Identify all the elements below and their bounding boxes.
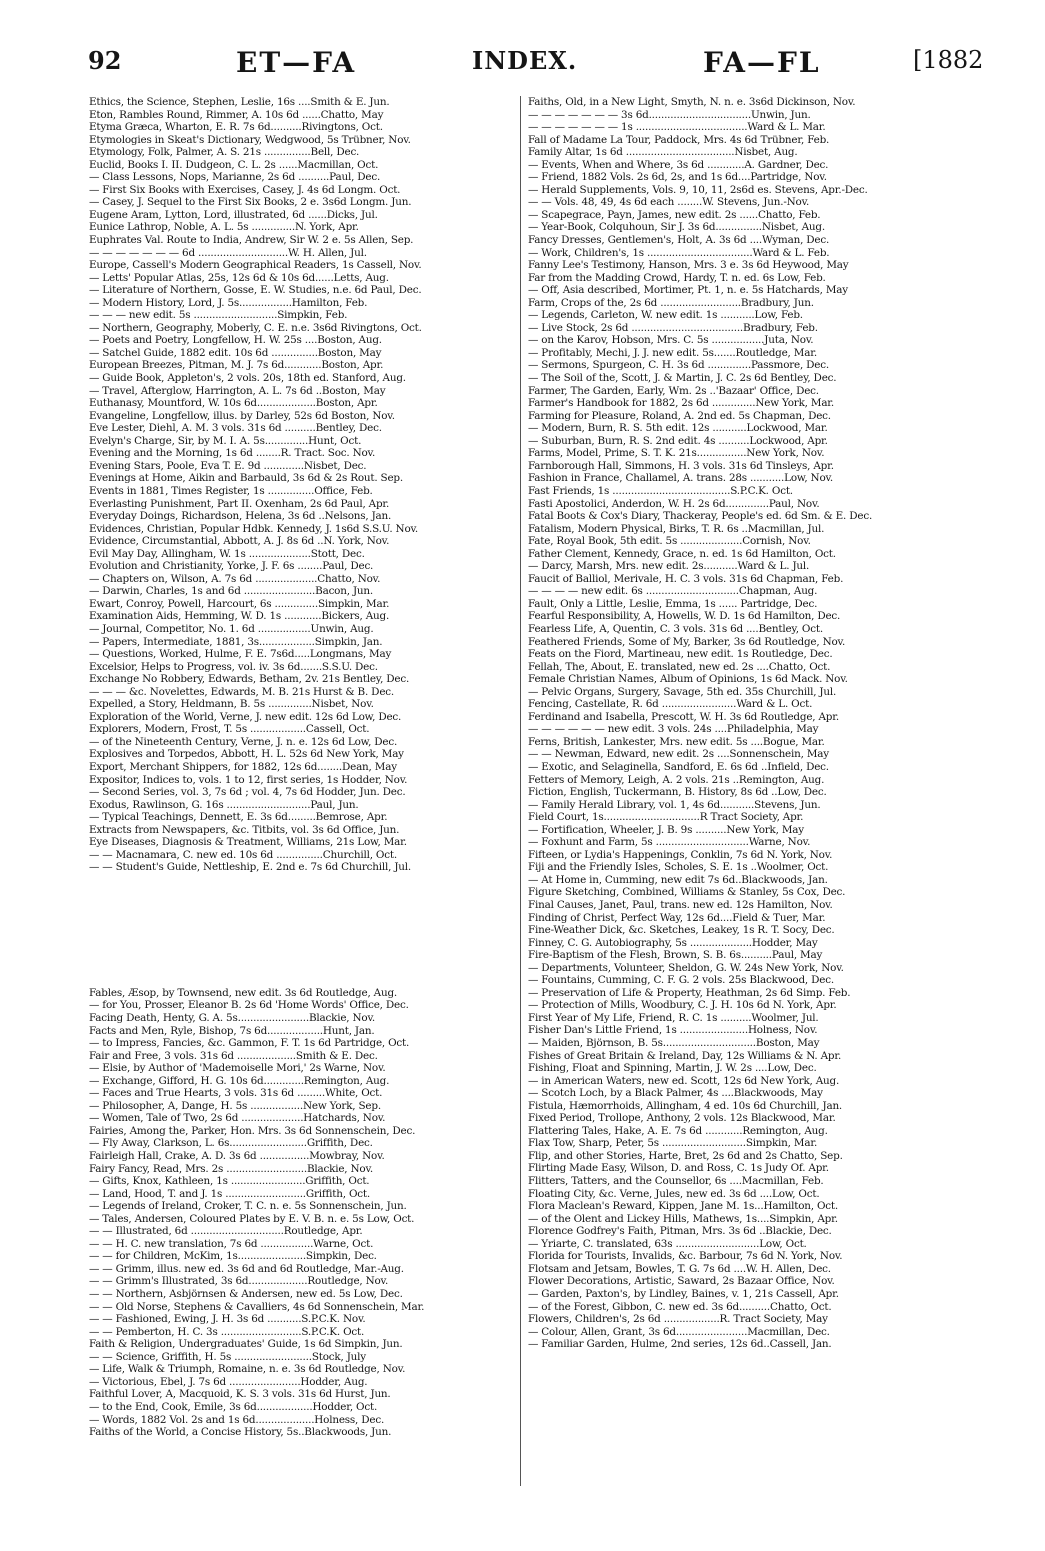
page-title: INDEX. <box>472 46 578 75</box>
index-entry: — Exchange, Gifford, H. G. 10s 6d.............Remington, Aug. <box>89 1074 390 1087</box>
index-entry: — — Northern, Asbjörnsen & Andersen, new ed. 5s Low, Dec. <box>89 1288 403 1301</box>
year-mark: [1882 <box>913 46 984 74</box>
index-entry: — Victorious, Ebel, J. 7s 6d .......................Hodder, Aug. <box>89 1375 368 1388</box>
index-section-f <box>89 987 519 1439</box>
index-entry: — Pelvic Organs, Surgery, Savage, 5th ed. 35s Churchill, Jul. <box>528 685 837 698</box>
index-entry: Eunice Lathrop, Noble, A. L. 5s ..............N. York, Apr. <box>89 221 359 234</box>
index-entry: Fixed Period, Trollope, Anthony, 2 vols. 12s Blackwood, Mar. <box>528 1112 836 1125</box>
index-entry: Fables, Æsop, by Townsend, new edit. 3s 6d Routledge, Aug. <box>89 986 398 999</box>
index-entry: Examination Aids, Hemming, W. D. 1s ............Bickers, Aug. <box>89 610 390 623</box>
right-range-head: FA—FL <box>703 46 821 79</box>
index-entry: Everlasting Punishment, Part II. Oxenham, 2s 6d Paul, Apr. <box>89 497 390 510</box>
index-entry: — on the Karov, Hobson, Mrs. C. 5s .................Juta, Nov. <box>528 334 814 347</box>
index-entry: Ferdinand and Isabella, Prescott, W. H. 3s 6d Routledge, Apr. <box>528 710 839 723</box>
index-entry: — Darwin, Charles, 1s and 6d .......................Bacon, Jun. <box>89 585 373 598</box>
index-entry: Evening and the Morning, 1s 6d ........R. Tract. Soc. Nov. <box>89 447 376 460</box>
index-entry: Female Christian Names, Album of Opinions, 1s 6d Mack. Nov. <box>528 673 848 686</box>
index-entry: — Words, 1882 Vol. 2s and 1s 6d...................Holness, Dec. <box>89 1413 385 1426</box>
index-entry: Father Clement, Kennedy, Grace, n. ed. 1s 6d Hamilton, Oct. <box>528 547 836 560</box>
index-entry: — — Old Norse, Stephens & Cavalliers, 4s 6d Sonnenschein, Mar. <box>89 1300 425 1313</box>
index-entry: — Elsie, by Author of 'Mademoiselle Mori,' 2s Warne, Nov. <box>89 1062 386 1075</box>
index-entry: Finding of Christ, Perfect Way, 12s 6d....Field & Tuer, Mar. <box>528 911 826 924</box>
index-entry: — to Impress, Fancies, &c. Gammon, F. T. 1s 6d Partridge, Oct. <box>89 1037 410 1050</box>
index-entry: European Breezes, Pitman, M. J. 7s 6d............Boston, Apr. <box>89 359 384 372</box>
index-entry: — At Home in, Cumming, new edit 7s 6d..Blackwoods, Jan. <box>528 873 828 886</box>
index-entry: Evil May Day, Allingham, W. 1s ....................Stott, Dec. <box>89 547 365 560</box>
index-entry: — Suburban, Burn, R. S. 2nd edit. 4s ..........Lockwood, Apr. <box>528 434 828 447</box>
index-entry: — — Newman, Edward, new edit. 2s ....Sonnenschein, May <box>528 748 829 761</box>
index-entry: Euphrates Val. Route to India, Andrew, Sir W. 2 e. 5s Allen, Sep. <box>89 234 414 247</box>
index-entry: — Women, Tale of Two, 2s 6d ....................Hatchards, Nov. <box>89 1112 386 1125</box>
index-entry: — Events, When and Where, 3s 6d ............A. Gardner, Dec. <box>528 158 829 171</box>
index-entry: Euclid, Books I. II. Dudgeon, C. L. 2s ......Macmillan, Oct. <box>89 158 379 171</box>
index-entry: Florida for Tourists, Invalids, &c. Barbour, 7s 6d N. York, Nov. <box>528 1250 843 1263</box>
index-entry: Florence Godfrey's Faith, Pitman, Mrs. 3s 6d ..Blackie, Dec. <box>528 1225 832 1238</box>
index-entry: — Typical Teachings, Dennett, E. 3s 6d.........Bemrose, Apr. <box>89 811 388 824</box>
index-entry: — Letts' Popular Atlas, 25s, 12s 6d & 10s 6d......Letts, Aug. <box>89 271 389 284</box>
index-entry: Events in 1881, Times Register, 1s ...............Office, Feb. <box>89 484 373 497</box>
index-entry: — — — — new edit. 6s ..............................Chapman, Aug. <box>528 585 818 598</box>
index-entry: — Papers, Intermediate, 1881, 3s..................Simpkin, Jan. <box>89 635 383 648</box>
index-entry: — Chapters on, Wilson, A. 7s 6d ....................Chatto, Nov. <box>89 572 381 585</box>
index-entry: Expelled, a Story, Heldmann, B. 5s ..............Nisbet, Nov. <box>89 698 374 711</box>
index-entry: Export, Merchant Shippers, for 1882, 12s 6d........Dean, May <box>89 760 397 773</box>
index-entry: Facing Death, Henty, G. A. 5s.......................Blackie, Nov. <box>89 1012 375 1024</box>
index-entry: Figure Sketching, Combined, Williams & Stanley, 5s Cox, Dec. <box>528 886 846 899</box>
index-entry: Exodus, Rawlinson, G. 16s ...........................Paul, Jun. <box>89 798 359 811</box>
index-entry: — Fly Away, Clarkson, L. 6s.........................Griffith, Dec. <box>89 1137 373 1150</box>
index-entry: Ethics, the Science, Stephen, Leslie, 16s ....Smith & E. Jun. <box>89 96 390 108</box>
index-entry: — Scapegrace, Payn, James, new edit. 2s ......Chatto, Feb. <box>528 208 821 221</box>
index-entry: — of the Nineteenth Century, Verne, J. n. e. 12s 6d Low, Dec. <box>89 735 398 748</box>
index-entry: Finney, C. G. Autobiography, 5s ....................Hodder, May <box>528 936 818 949</box>
index-entry: Fatal Boots & Cox's Diary, Thackeray, People's ed. 6d Sm. & E. Dec. <box>528 510 873 523</box>
index-entry: Fishing, Float and Spinning, Martin, J. W. 2s ....Low, Dec. <box>528 1062 817 1075</box>
index-entry: Floating City, &c. Verne, Jules, new ed. 3s 6d ....Low, Oct. <box>528 1187 820 1200</box>
index-entry: — Gifts, Knox, Kathleen, 1s ........................Griffith, Oct. <box>89 1175 370 1188</box>
index-entry: First Year of My Life, Friend, R. C. 1s ..........Woolmer, Jul. <box>528 1011 819 1024</box>
index-entry: Fearless Life, A, Quentin, C. 3 vols. 31s 6d ....Bentley, Oct. <box>528 622 823 635</box>
index-entry: Fair and Free, 3 vols. 31s 6d ...................Smith & E. Dec. <box>89 1049 378 1062</box>
page-number: 92 <box>88 46 122 75</box>
index-entry: Fairy Fancy, Read, Mrs. 2s ..........................Blackie, Nov. <box>89 1162 373 1175</box>
index-entry: Fairleigh Hall, Crake, A. D. 3s 6d ................Mowbray, Nov. <box>89 1150 385 1163</box>
index-entry: Evangeline, Longfellow, illus. by Darley, 52s 6d Boston, Nov. <box>89 409 395 422</box>
index-entry: — Colour, Allen, Grant, 3s 6d.......................Macmillan, Dec. <box>528 1325 830 1338</box>
left-index-column <box>89 96 519 1439</box>
index-entry: Farm, Crops of the, 2s 6d ..........................Bradbury, Jun. <box>528 296 814 309</box>
index-entry: Faiths, Old, in a New Light, Smyth, N. n. e. 3s6d Dickinson, Nov. <box>528 96 856 108</box>
index-entry: Flip, and other Stories, Harte, Bret, 2s 6d and 2s Chatto, Sep. <box>528 1149 843 1162</box>
index-entry: Fall of Madame La Tour, Paddock, Mrs. 4s 6d Trübner, Feb. <box>528 133 830 146</box>
index-entry: — Poets and Poetry, Longfellow, H. W. 25s ....Boston, Aug. <box>89 334 382 347</box>
index-section-fa-fl <box>528 96 960 1351</box>
index-entry: Faiths of the World, a Concise History, 5s..Blackwoods, Jun. <box>89 1426 392 1439</box>
index-entry: Evenings at Home, Aikin and Barbauld, 3s 6d & 2s Rout. Sep. <box>89 472 403 485</box>
index-entry: — Guide Book, Appleton's, 2 vols. 20s, 18th ed. Stanford, Aug. <box>89 372 406 385</box>
index-entry: Farmer's Handbook for 1882, 2s 6d ..............New York, Mar. <box>528 397 835 410</box>
index-entry: Etyma Græca, Wharton, E. R. 7s 6d..........Rivingtons, Oct. <box>89 121 383 134</box>
index-entry: — Friend, 1882 Vols. 2s 6d, 2s, and 1s 6d....Partridge, Nov. <box>528 171 827 184</box>
index-entry: — Yriarte, C. translated, 63s ...........................Low, Oct. <box>528 1237 807 1250</box>
index-entry: Farmer, The Garden, Early, Wm. 2s ..'Bazaar' Office, Dec. <box>528 384 819 397</box>
index-entry: — Legends, Carleton, W. new edit. 1s ...........Low, Feb. <box>528 309 803 322</box>
index-entry: — Herald Supplements, Vols. 9, 10, 11, 2s6d es. Stevens, Apr.-Dec. <box>528 183 868 196</box>
index-entry: Final Causes, Janet, Paul, trans. new ed. 12s Hamilton, Nov. <box>528 899 833 911</box>
index-entry: Fifteen, or Lydia's Happenings, Conklin, 7s 6d N. York, Nov. <box>528 848 833 861</box>
index-entry: — Profitably, Mechi, J. J. new edit. 5s.......Routledge, Mar. <box>528 346 817 359</box>
index-entry: Farms, Model, Prime, S. T. K. 21s................New York, Nov. <box>528 447 825 460</box>
index-entry: Faucit of Balliol, Merivale, H. C. 3 vols. 31s 6d Chapman, Feb. <box>528 572 844 585</box>
index-entry: — — Fashioned, Ewing, J. H. 3s 6d ...........S.P.C.K. Nov. <box>89 1313 366 1326</box>
index-entry: Flora Maclean's Reward, Kippen, Jane M. 1s...Hamilton, Oct. <box>528 1200 838 1213</box>
index-entry: Etymology, Folk, Palmer, A. S. 21s ...............Bell, Dec. <box>89 146 360 159</box>
index-entry: Fetters of Memory, Leigh, A. 2 vols. 21s ..Remington, Aug. <box>528 773 825 786</box>
index-entry: Etymologies in Skeat's Dictionary, Wedgwood, 5s Trübner, Nov. <box>89 133 411 146</box>
index-entry: — for You, Prosser, Eleanor B. 2s 6d 'Home Words' Office, Dec. <box>89 999 409 1012</box>
index-entry: Fasti Apostolici, Anderdon, W. H. 2s 6d..............Paul, Nov. <box>528 497 820 510</box>
index-entry: Fanny Lee's Testimony, Hanson, Mrs. 3 e. 3s 6d Heywood, May <box>528 259 849 272</box>
index-entry: Evidences, Christian, Popular Hdbk. Kennedy, J. 1s6d S.S.U. Nov. <box>89 522 419 535</box>
left-range-head: ET—FA <box>236 46 357 79</box>
index-entry: — Scotch Loch, by a Black Palmer, 4s ....Blackwoods, May <box>528 1087 823 1100</box>
index-entry: Flowers, Children's, 2s 6d ..................R. Tract Society, May <box>528 1313 828 1326</box>
index-entry: Flotsam and Jetsam, Bowles, T. G. 7s 6d ....W. H. Allen, Dec. <box>528 1262 831 1275</box>
index-entry: Eton, Rambles Round, Rimmer, A. 10s 6d ......Chatto, May <box>89 108 384 121</box>
index-entry: Evolution and Christianity, Yorke, J. F. 6s ........Paul, Dec. <box>89 560 374 573</box>
index-entry: — — — — — — — 1s ....................................Ward & L. Mar. <box>528 121 826 134</box>
index-section-e <box>89 96 519 874</box>
index-entry: Flattering Tales, Hake, A. E. 7s 6d ............Remington, Aug. <box>528 1124 828 1137</box>
index-entry: — Modern History, Lord, J. 5s.................Hamilton, Feb. <box>89 296 368 309</box>
index-entry: Euthanasy, Mountford, W. 10s 6d...................Boston, Apr. <box>89 397 378 410</box>
index-entry: — Fountains, Cumming, C. F. G. 2 vols. 25s Blackwood, Dec. <box>528 974 834 987</box>
index-entry: — Travel, Afterglow, Harrington, A. L. 7s 6d ..Boston, May <box>89 384 386 397</box>
index-entry: Eugene Aram, Lytton, Lord, illustrated, 6d ......Dicks, Jul. <box>89 208 378 221</box>
index-entry: Farming for Pleasure, Roland, A. 2nd ed. 5s Chapman, Dec. <box>528 409 831 422</box>
index-entry: — of the Forest, Gibbon, C. new ed. 3s 6d..........Chatto, Oct. <box>528 1300 832 1313</box>
index-entry: — Legends of Ireland, Croker, T. C. n. e. 5s Sonnenschein, Jun. <box>89 1200 407 1213</box>
index-entry: Evening Stars, Poole, Eva T. E. 9d .............Nisbet, Dec. <box>89 459 367 472</box>
index-entry: — — — — — — — 6d .............................W. H. Allen, Jul. <box>89 246 367 259</box>
index-entry: — Live Stock, 2s 6d ....................................Bradbury, Feb. <box>528 321 818 334</box>
index-entry: Fisher Dan's Little Friend, 1s ......................Holness, Nov. <box>528 1024 818 1037</box>
index-entry: — of the Olent and Lickey Hills, Mathews, 1s....Simpkin, Apr. <box>528 1212 838 1225</box>
index-entry: Faithful Lover, A, Macquoid, K. S. 3 vols. 31s 6d Hurst, Jun. <box>89 1388 391 1401</box>
index-entry: Fire-Baptism of the Flesh, Brown, S. B. 6s..........Paul, May <box>528 949 823 962</box>
index-entry: — Modern, Burn, R. S. 5th edit. 12s ...........Lockwood, Mar. <box>528 422 828 435</box>
index-entry: Evidence, Circumstantial, Abbott, A. J. 8s 6d ..N. York, Nov. <box>89 535 390 548</box>
index-entry: — — — — — — new edit. 3 vols. 24s ....Philadelphia, May <box>528 723 819 736</box>
index-entry: — Familiar Garden, Hulme, 2nd series, 12s 6d..Cassell, Jan. <box>528 1338 832 1351</box>
index-entry: — Class Lessons, Nops, Marianne, 2s 6d ..........Paul, Dec. <box>89 171 381 184</box>
index-entry: — Philosopher, A, Dange, H. 5s .................New York, Sep. <box>89 1099 381 1112</box>
right-index-column <box>528 96 960 1351</box>
index-entry: — Journal, Competitor, No. 1. 6d .................Unwin, Aug. <box>89 622 374 635</box>
index-entry: Fault, Only a Little, Leslie, Emma, 1s ...... Partridge, Dec. <box>528 597 818 610</box>
index-entry: — — Grimm, illus. new ed. 3s 6d and 6d Routledge, Mar.-Aug. <box>89 1262 404 1275</box>
index-entry: — Northern, Geography, Moberly, C. E. n.e. 3s6d Rivingtons, Oct. <box>89 321 422 334</box>
section-gap <box>89 874 519 987</box>
index-entry: Fencing, Castellate, R. 6d ........................Ward & L. Oct. <box>528 698 813 711</box>
column-divider <box>520 96 521 1486</box>
index-entry: Far from the Madding Crowd, Hardy, T. n. ed. 6s Low, Feb. <box>528 271 826 284</box>
index-entry: Field Court, 1s...............................R Tract Society, Apr. <box>528 811 804 824</box>
index-entry: Faith & Religion, Undergraduates' Guide, 1s 6d Simpkin, Jun. <box>89 1338 403 1351</box>
index-entry: Fatalism, Modern Physical, Birks, T. R. 6s ..Macmillan, Jul. <box>528 522 825 535</box>
index-entry: — — — &c. Novelettes, Edwards, M. B. 21s Hurst & B. Dec. <box>89 685 394 698</box>
index-entry: Flower Decorations, Artistic, Saward, 2s Bazaar Office, Nov. <box>528 1275 835 1288</box>
index-entry: — — Grimm's Illustrated, 3s 6d...................Routledge, Nov. <box>89 1275 389 1288</box>
index-entry: — Fortification, Wheeler, J. B. 9s ..........New York, May <box>528 823 804 836</box>
index-entry: — Departments, Volunteer, Sheldon, G. W. 24s New York, Nov. <box>528 961 844 974</box>
index-entry: Fishes of Great Britain & Ireland, Day, 12s Williams & N. Apr. <box>528 1049 842 1062</box>
index-entry: — Darcy, Marsh, Mrs. new edit. 2s...........Ward & L. Jul. <box>528 560 810 573</box>
index-entry: — Casey, J. Sequel to the First Six Books, 2 e. 3s6d Longm. Jun. <box>89 196 412 209</box>
index-entry: — — H. C. new translation, 7s 6d .................Warne, Oct. <box>89 1237 374 1250</box>
index-entry: Explosives and Torpedos, Abbott, H. L. 52s 6d New York, May <box>89 748 404 761</box>
index-entry: — Garden, Paxton's, by Lindley, Baines, v. 1, 21s Cassell, Apr. <box>528 1287 839 1300</box>
index-entry: Eve Lester, Diehl, A. M. 3 vols. 31s 6d ..........Bentley, Dec. <box>89 422 382 435</box>
index-entry: Feats on the Fiord, Martineau, new edit. 1s Routledge, Dec. <box>528 648 833 661</box>
index-entry: — in American Waters, new ed. Scott, 12s 6d New York, Aug. <box>528 1074 840 1087</box>
index-entry: Exchange No Robbery, Edwards, Betham, 2v. 21s Bentley, Dec. <box>89 673 410 686</box>
index-entry: — to the End, Cook, Emile, 3s 6d..................Hodder, Oct. <box>89 1400 378 1413</box>
index-entry: Fiction, English, Tuckermann, B. History, 8s 6d ..Low, Dec. <box>528 786 827 799</box>
index-entry: Facts and Men, Ryle, Bishop, 7s 6d..................Hunt, Jan. <box>89 1024 375 1037</box>
index-entry: — Exotic, and Selaginella, Sandford, E. 6s 6d ..Infield, Dec. <box>528 760 829 773</box>
index-entry: Fancy Dresses, Gentlemen's, Holt, A. 3s 6d ....Wyman, Dec. <box>528 234 830 247</box>
index-entry: Ferns, British, Lankester, Mrs. new edit. 5s ....Bogue, Mar. <box>528 735 825 748</box>
index-entry: — Faces and True Hearts, 3 vols. 31s 6d .........White, Oct. <box>89 1087 383 1100</box>
index-entry: — Satchel Guide, 1882 edit. 10s 6d ...............Boston, May <box>89 346 382 359</box>
index-entry: Family Altar, 1s 6d ...................................Nisbet, Aug. <box>528 146 798 159</box>
index-entry: Evelyn's Charge, Sir, by M. I. A. 5s..............Hunt, Oct. <box>89 434 362 447</box>
index-entry: — The Soil of the, Scott, J. & Martin, J. C. 2s 6d Bentley, Dec. <box>528 372 837 385</box>
index-entry: — Sermons, Spurgeon, C. H. 3s 6d ..............Passmore, Dec. <box>528 359 829 372</box>
index-entry: — — Pemberton, H. C. 3s ..........................S.P.C.K. Oct. <box>89 1325 365 1338</box>
index-entry: Farnborough Hall, Simmons, H. 3 vols. 31s 6d Tinsleys, Apr. <box>528 459 834 472</box>
index-entry: Extracts from Newspapers, &c. Titbits, vol. 3s 6d Office, Jun. <box>89 823 400 836</box>
index-entry: Ewart, Conroy, Powell, Harcourt, 6s ..............Simpkin, Mar. <box>89 597 390 610</box>
index-entry: Exploration of the World, Verne, J. new edit. 12s 6d Low, Dec. <box>89 710 402 723</box>
index-entry: — Literature of Northern, Gosse, E. W. Studies, n.e. 6d Paul, Dec. <box>89 284 422 297</box>
index-entry: — Protection of Mills, Woodbury, C. J. H. 10s 6d N. York, Apr. <box>528 999 837 1012</box>
index-entry: — — Science, Griffith, H. 5s .........................Stock, July <box>89 1350 366 1363</box>
index-entry: Feathered Friends, Some of My, Barker, 3s 6d Routledge, Nov. <box>528 635 846 648</box>
index-entry: — Family Herald Library, vol. 1, 4s 6d...........Stevens, Jun. <box>528 798 821 811</box>
index-entry: — Questions, Worked, Hulme, F. E. 7s6d.....Longmans, May <box>89 648 392 661</box>
index-entry: — Off, Asia described, Mortimer, Pt. 1, n. e. 5s Hatchards, May <box>528 284 848 297</box>
index-entry: — — Illustrated, 6d ..............................Routledge, Apr. <box>89 1225 363 1238</box>
index-entry: Flax Tow, Sharp, Peter, 5s ...........................Simpkin, Mar. <box>528 1137 818 1150</box>
index-entry: — — Vols. 48, 49, 4s 6d each ........W. Stevens, Jun.-Nov. <box>528 196 810 209</box>
index-entry: Flirting Made Easy, Wilson, D. and Ross, C. 1s Judy Of. Apr. <box>528 1162 829 1175</box>
index-entry: — — for Children, McKim, 1s......................Simpkin, Dec. <box>89 1250 377 1263</box>
index-entry: — — — — — — — 3s 6d.................................Unwin, Jun. <box>528 108 811 121</box>
index-entry: Fate, Royal Book, 5th edit. 5s ....................Cornish, Nov. <box>528 535 811 548</box>
index-entry: — Maiden, Björnson, B. 5s..............................Boston, May <box>528 1037 820 1050</box>
index-entry: Fairies, Among the, Parker, Hon. Mrs. 3s 6d Sonnenschein, Dec. <box>89 1124 416 1137</box>
index-entry: — — Macnamara, C. new ed. 10s 6d ...............Churchill, Oct. <box>89 848 397 861</box>
index-entry: — Preservation of Life & Property, Heathman, 2s 6d Simp. Feb. <box>528 986 851 999</box>
index-entry: Explorers, Modern, Frost, T. 5s ..................Cassell, Oct. <box>89 723 370 736</box>
index-entry: Everyday Doings, Richardson, Helena, 3s 6d ..Nelsons, Jan. <box>89 510 392 523</box>
index-entry: Europe, Cassell's Modern Geographical Readers, 1s Cassell, Nov. <box>89 259 422 272</box>
index-entry: — — Student's Guide, Nettleship, E. 2nd e. 7s 6d Churchill, Jul. <box>89 861 412 874</box>
index-entry: — Life, Walk & Triumph, Romaine, n. e. 3s 6d Routledge, Nov. <box>89 1363 406 1376</box>
index-entry: — Land, Hood, T. and J. 1s ..........................Griffith, Oct. <box>89 1187 370 1200</box>
index-entry: Eye Diseases, Diagnosis & Treatment, Williams, 21s Low, Mar. <box>89 836 407 849</box>
index-entry: Expositor, Indices to, vols. 1 to 12, first series, 1s Hodder, Nov. <box>89 773 408 786</box>
index-entry: Fiji and the Friendly Isles, Scholes, S. E. 1s ..Woolmer, Oct. <box>528 861 829 874</box>
index-entry: — Work, Children's, 1s ..................................Ward & L. Feb. <box>528 246 830 259</box>
index-entry: Fast Friends, 1s ......................................S.P.C.K. Oct. <box>528 484 793 497</box>
index-entry: — Year-Book, Colquhoun, Sir J. 3s 6d...............Nisbet, Aug. <box>528 221 825 234</box>
index-entry: Excelsior, Helps to Progress, vol. iv. 3s 6d.......S.S.U. Dec. <box>89 660 378 673</box>
index-entry: Fistula, Hæmorrhoids, Allingham, 4 ed. 10s 6d Churchill, Jan. <box>528 1099 843 1112</box>
index-entry: — — — new edit. 5s ...........................Simpkin, Feb. <box>89 309 348 322</box>
index-entry: — First Six Books with Exercises, Casey, J. 4s 6d Longm. Oct. <box>89 183 401 196</box>
index-entry: Fearful Responsibility, A, Howells, W. D. 1s 6d Hamilton, Dec. <box>528 610 841 623</box>
index-entry: Fellah, The, About, E. translated, new ed. 2s ....Chatto, Oct. <box>528 660 831 673</box>
index-entry: Fine-Weather Dick, &c. Sketches, Leakey, 1s R. T. Socy, Dec. <box>528 924 835 937</box>
index-entry: — Foxhunt and Farm, 5s ..............................Warne, Nov. <box>528 836 811 849</box>
index-entry: Flitters, Tatters, and the Counsellor, 6s ....Macmillan, Feb. <box>528 1175 824 1188</box>
index-entry: — Second Series, vol. 3, 7s 6d ; vol. 4, 7s 6d Hodder, Jun. Dec. <box>89 786 406 799</box>
index-entry: Fashion in France, Challamel, A. trans. 28s ...........Low, Nov. <box>528 472 834 485</box>
index-entry: — Tales, Andersen, Coloured Plates by E. V. B. n. e. 5s Low, Oct. <box>89 1212 415 1225</box>
